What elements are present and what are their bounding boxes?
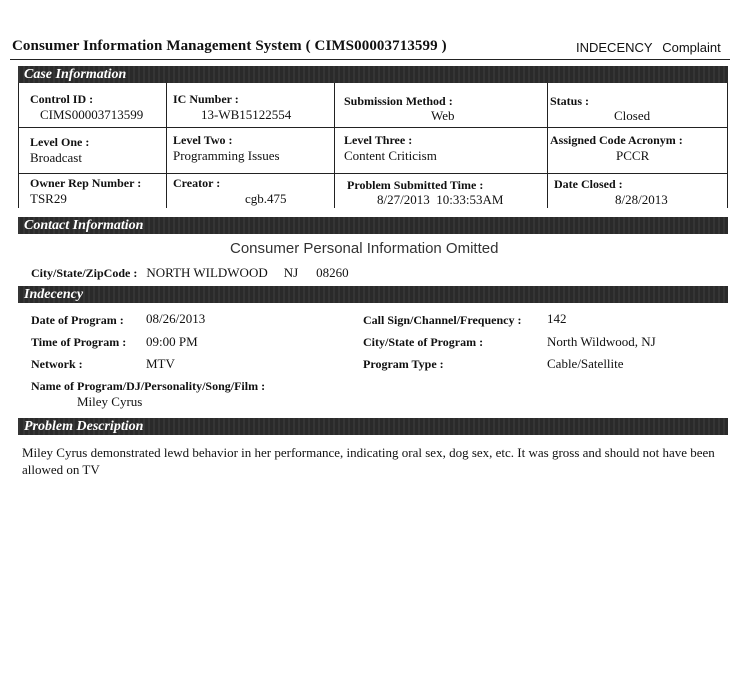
zip-value: 08260 <box>316 265 349 280</box>
ic-number-value: 13-WB15122554 <box>201 107 292 122</box>
submission-method-label: Submission Method : <box>344 94 453 108</box>
level-three-value: Content Criticism <box>344 148 437 163</box>
problem-time-cell <box>335 174 548 208</box>
complaint-type <box>576 40 727 55</box>
level-two-value: Programming Issues <box>173 148 280 163</box>
program-type-label: Program Type : <box>363 357 444 371</box>
program-name-value: Miley Cyrus <box>77 394 143 409</box>
status-cell <box>548 83 727 127</box>
status-value: Closed <box>614 108 651 123</box>
case-row-2 <box>19 128 727 174</box>
city-state-zip-row <box>31 264 349 282</box>
time-of-program-value: 09:00 PM <box>146 334 198 349</box>
owner-rep-label: Owner Rep Number : <box>30 176 142 190</box>
city-state-zip-label: City/State/ZipCode : <box>31 266 138 280</box>
control-id-value: CIMS00003713599 <box>40 107 144 122</box>
owner-rep-value: TSR29 <box>30 191 67 206</box>
case-row-1 <box>19 83 727 128</box>
complaint-kind: Complaint <box>662 40 721 55</box>
status-label: Status : <box>550 94 590 108</box>
creator-label: Creator : <box>173 176 221 190</box>
date-of-program-label: Date of Program : <box>31 313 124 327</box>
section-indecency: Indecency <box>18 286 728 303</box>
date-of-program-value: 08/26/2013 <box>146 311 206 326</box>
city-state-program-value: North Wildwood, NJ <box>547 334 656 349</box>
document-title: Consumer Information Management System ( CIMS00003713599 ) <box>12 38 447 54</box>
level-one-cell <box>19 128 167 173</box>
creator-value: cgb.475 <box>245 191 287 206</box>
date-closed-value: 8/28/2013 <box>615 192 668 207</box>
network-value: MTV <box>146 356 175 371</box>
complaint-category: INDECENCY <box>576 40 653 55</box>
section-problem-description: Problem Description <box>18 418 728 435</box>
section-contact-information: Contact Information <box>18 217 728 234</box>
control-id-label: Control ID : <box>30 92 94 106</box>
call-sign-value: 142 <box>547 311 567 326</box>
assigned-code-cell <box>548 128 727 173</box>
submission-method-cell <box>335 83 548 127</box>
ic-number-cell <box>167 83 335 127</box>
level-two-label: Level Two : <box>173 133 233 147</box>
assigned-code-label: Assigned Code Acronym : <box>550 133 683 147</box>
date-closed-cell <box>548 174 727 208</box>
control-id-cell <box>19 83 167 127</box>
level-one-value: Broadcast <box>30 150 82 165</box>
level-two-cell <box>167 128 335 173</box>
call-sign-label: Call Sign/Channel/Frequency : <box>363 313 522 327</box>
program-type-value: Cable/Satellite <box>547 356 624 371</box>
case-row-3 <box>19 174 727 208</box>
case-information-grid <box>18 83 728 208</box>
ic-number-label: IC Number : <box>173 92 239 106</box>
personal-info-omitted-note: Consumer Personal Information Omitted <box>230 240 499 257</box>
city-state-program-label: City/State of Program : <box>363 335 484 349</box>
header-rule <box>10 59 730 60</box>
city-value: NORTH WILDWOOD <box>146 265 268 280</box>
owner-rep-cell <box>19 174 167 208</box>
section-case-information: Case Information <box>18 66 728 83</box>
submission-method-value: Web <box>431 108 455 123</box>
problem-time-label: Problem Submitted Time : <box>347 178 484 192</box>
state-value: NJ <box>283 265 299 280</box>
time-of-program-label: Time of Program : <box>31 335 127 349</box>
level-one-label: Level One : <box>30 135 90 149</box>
creator-cell <box>167 174 335 208</box>
problem-time-value: 8/27/2013 10:33:53AM <box>377 192 504 207</box>
date-closed-label: Date Closed : <box>554 177 623 191</box>
problem-description-text: Miley Cyrus demonstrated lewd behavior in her performance, indicating oral sex, dog sex, etc. It was gross and should not have been allowed on TV <box>22 445 715 477</box>
level-three-cell <box>335 128 548 173</box>
network-label: Network : <box>31 357 83 371</box>
level-three-label: Level Three : <box>344 133 413 147</box>
assigned-code-value: PCCR <box>616 148 650 163</box>
program-name-label: Name of Program/DJ/Personality/Song/Film : <box>31 379 266 393</box>
